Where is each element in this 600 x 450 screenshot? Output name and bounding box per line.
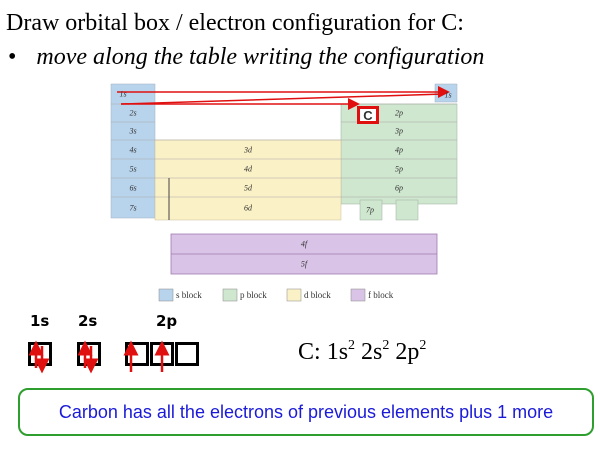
config-sup-1s: 2: [348, 338, 356, 353]
orbital-label-1s: 1s: [30, 312, 50, 330]
config-term-2s: 2s: [361, 339, 383, 365]
legend-label-s: s block: [176, 290, 202, 300]
f-label-4f: 4f: [300, 239, 308, 249]
row-label-5s: 5s: [129, 164, 137, 174]
row-label-7s: 7s: [129, 203, 137, 213]
slide-title: Draw orbital box / electron configuration for C:: [6, 10, 464, 36]
top-right-1s-label: 1s: [444, 90, 452, 100]
row-label-4s: 4s: [129, 145, 137, 155]
row-label-3s: 3s: [129, 126, 137, 136]
config-prefix: C:: [298, 339, 327, 365]
p-label-7p: 7p: [366, 205, 374, 215]
p-label-2p: 2p: [395, 108, 403, 118]
d-label-6d: 6d: [244, 203, 252, 213]
legend-label-f: f block: [368, 290, 394, 300]
config-sup-2s: 2: [382, 338, 390, 353]
bullet-marker: •: [8, 44, 17, 70]
instruction-text: move along the table writing the configuration: [36, 44, 485, 70]
row-label-2s: 2s: [129, 108, 137, 118]
legend-label-p: p block: [240, 290, 267, 300]
orbital-label-2p: 2p: [156, 312, 178, 330]
row-label-1s: 1s: [119, 89, 127, 99]
p-label-3p: 3p: [395, 126, 403, 136]
carbon-highlight: C: [357, 106, 379, 124]
electron-configuration: [298, 338, 426, 366]
legend-label-d: d block: [304, 290, 331, 300]
orbital-label-2s: 2s: [78, 312, 98, 330]
config-sup-2p: 2: [419, 338, 427, 353]
p-label-5p: 5p: [395, 164, 403, 174]
row-label-6s: 6s: [129, 183, 137, 193]
carbon-note-box: Carbon has all the electrons of previous elements plus 1 more: [18, 388, 594, 436]
config-term-1s: 1s: [326, 339, 349, 365]
f-label-5f: 5f: [300, 259, 308, 269]
p-label-6p: 6p: [395, 183, 403, 193]
d-label-4d: 4d: [244, 164, 252, 174]
config-term-2p: 2p: [395, 339, 420, 365]
d-label-5d: 5d: [244, 183, 252, 193]
p-label-4p: 4p: [395, 145, 403, 155]
d-label-3d: 3d: [244, 145, 252, 155]
